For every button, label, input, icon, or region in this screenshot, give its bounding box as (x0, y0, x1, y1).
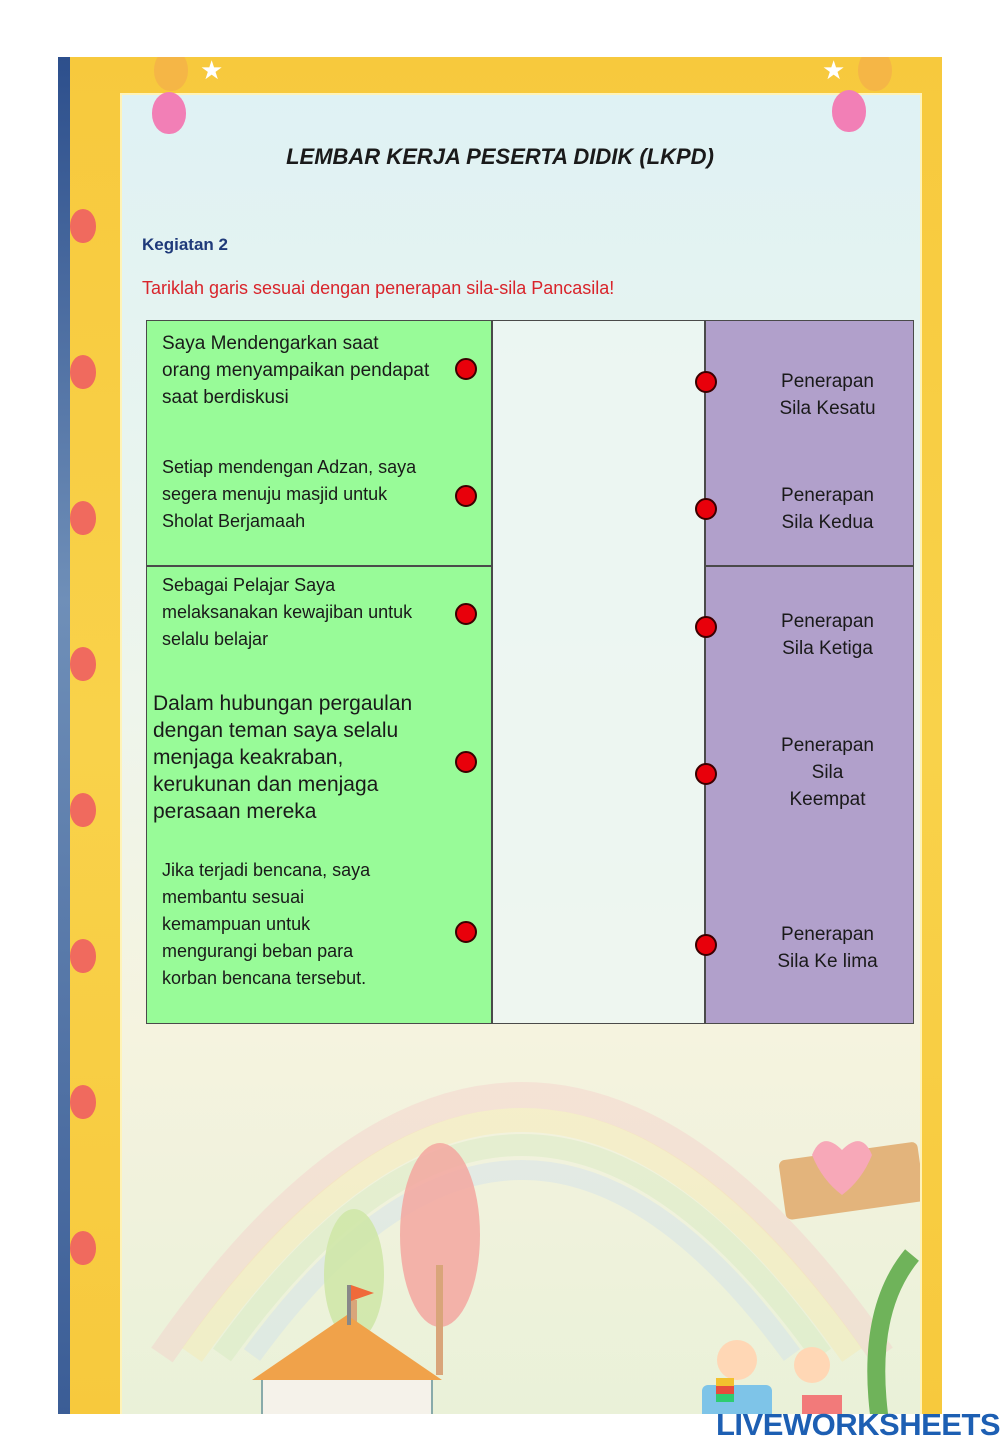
liveworksheets-icon (716, 1378, 734, 1402)
statement-2: Setiap mendengan Adzan, saya segera menuju masjid untuk Sholat Berjamaah (162, 457, 417, 531)
sila-option-4: Penerapan Sila Keempat (781, 735, 874, 810)
liveworksheets-text: LIVEWORKSHEETS (716, 1407, 1000, 1442)
sila-2-dot[interactable] (695, 498, 717, 520)
statement-3-dot[interactable] (455, 603, 477, 625)
page-edge (58, 57, 70, 1414)
sila-5-dot[interactable] (695, 934, 717, 956)
star-icon: ★ (822, 57, 846, 85)
balloon-decoration (70, 1231, 96, 1265)
sila-4-dot[interactable] (695, 763, 717, 785)
balloon-decoration (154, 57, 188, 91)
balloon-decoration (70, 355, 96, 389)
balloon-decoration (858, 57, 892, 91)
activity-label: Kegiatan 2 (142, 235, 228, 254)
balloon-decoration (70, 501, 96, 535)
sila-3-dot[interactable] (695, 616, 717, 638)
sila-option-2: Penerapan Sila Kedua (781, 485, 874, 533)
sila-option-1: Penerapan Sila Kesatu (779, 371, 876, 419)
balloon-decoration (152, 92, 186, 134)
liveworksheets-logo (716, 1371, 1000, 1443)
balloon-decoration (70, 647, 96, 681)
statement-5-dot[interactable] (455, 921, 477, 943)
sila-1-dot[interactable] (695, 371, 717, 393)
page-title: LEMBAR KERJA PESERTA DIDIK (LKPD) (286, 144, 714, 169)
statement-1-dot[interactable] (455, 358, 477, 380)
star-icon: ★ (200, 57, 224, 85)
statement-5: Jika terjadi bencana, saya membantu sesuai kemampuan untuk mengurangi beban para korban bencana tersebut. (162, 860, 371, 988)
statement-4: Dalam hubungan pergaulan dengan teman saya selalu menjaga keakraban, kerukunan dan menjaga perasaan mereka (153, 692, 413, 823)
balloon-decoration (70, 1085, 96, 1119)
balloon-decoration (70, 939, 96, 973)
statement-1: Saya Mendengarkan saat orang menyampaikan pendapat saat berdiskusi (162, 333, 430, 408)
balloon-decoration (832, 90, 866, 132)
instruction-text: Tariklah garis sesuai dengan penerapan sila-sila Pancasila! (142, 278, 615, 298)
balloon-decoration (70, 793, 96, 827)
line-drawing-area[interactable] (492, 320, 705, 1024)
balloon-decoration (70, 209, 96, 243)
sila-option-5: Penerapan Sila Ke lima (777, 924, 878, 972)
statement-4-dot[interactable] (455, 751, 477, 773)
statement-3: Sebagai Pelajar Saya melaksanakan kewajiban untuk selalu belajar (162, 575, 413, 649)
statement-2-dot[interactable] (455, 485, 477, 507)
sila-option-3: Penerapan Sila Ketiga (781, 611, 874, 659)
